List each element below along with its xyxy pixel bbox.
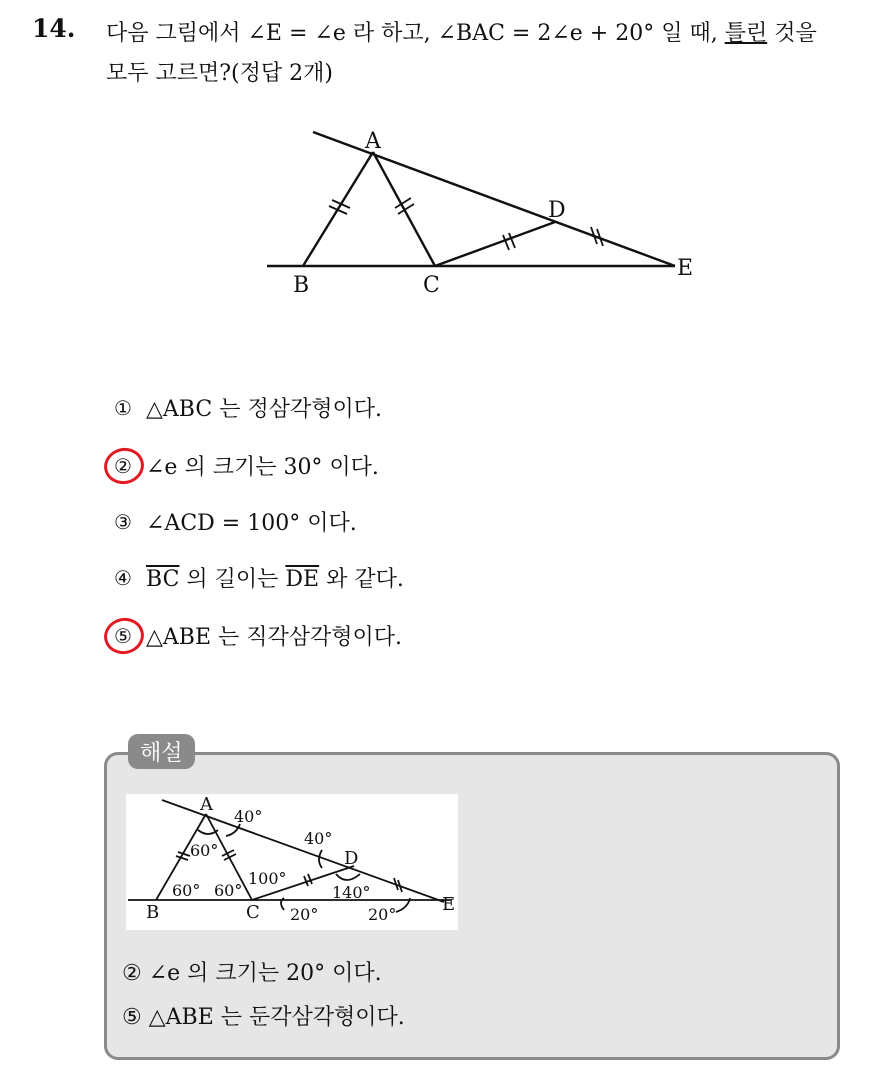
segment-de: $\overline{DE}$ — [285, 567, 320, 592]
segment-bc: $\overline{BC}$ — [146, 567, 180, 592]
angle-c-top: 100° — [248, 869, 287, 888]
question-text: 다음 그림에서 ∠E = ∠e 라 하고, ∠BAC = 2∠e + 20° 일 때, — [106, 21, 718, 46]
line-a-b — [303, 152, 373, 266]
angle-e: 20° — [368, 905, 397, 924]
svg-text:E: E — [442, 894, 456, 915]
svg-text:D: D — [344, 848, 359, 869]
label-d: D — [548, 198, 566, 223]
choice-4[interactable] — [112, 562, 404, 593]
angle-c-bottom: 20° — [290, 905, 319, 924]
line-c-d — [435, 222, 555, 266]
choice-number: ④ — [114, 565, 132, 590]
solution-tab: 해설 — [128, 734, 195, 769]
angle-d-top: 40° — [304, 829, 333, 848]
angle-a-top: 40° — [234, 807, 263, 826]
label-a: A — [365, 129, 381, 154]
question-number: 14. — [32, 14, 76, 43]
choice-3[interactable] — [112, 506, 357, 537]
choice-number: ③ — [114, 509, 132, 534]
choice-1[interactable] — [112, 392, 382, 423]
choice-5[interactable] — [112, 620, 402, 651]
choice-2[interactable] — [112, 450, 379, 481]
label-c: C — [423, 273, 440, 298]
angle-c-left: 60° — [214, 881, 243, 900]
choice-text: ∠e 의 크기는 30° 이다. — [146, 455, 379, 480]
question-text-line1 — [106, 16, 817, 47]
choice-text: △ABC 는 정삼각형이다. — [146, 397, 382, 422]
line-a-c — [373, 152, 435, 266]
solution-line-2: ⑤ △ABE 는 둔각삼각형이다. — [122, 1005, 405, 1030]
triangle-figure — [255, 122, 705, 302]
solution-line-1: ② ∠e 의 크기는 20° 이다. — [122, 961, 382, 986]
svg-text:C: C — [246, 902, 260, 923]
choice-text: ∠ACD = 100° 이다. — [146, 511, 357, 536]
angle-d-inner: 140° — [332, 883, 371, 902]
question-text-line2: 모두 고르면?(정답 2개) — [106, 61, 333, 86]
choice-number: ⑤ — [112, 624, 134, 648]
choice-number: ② — [112, 454, 134, 478]
choice-number: ① — [114, 395, 132, 420]
question-text-tail: 것을 — [767, 21, 817, 46]
svg-text:A: A — [200, 794, 213, 815]
label-e: E — [677, 256, 694, 281]
angle-a-inner: 60° — [190, 841, 219, 860]
choice-text: $\overline{BC}$ 의 길이는 $\overline{DE}$ 와 같다. — [146, 567, 404, 592]
choice-text: △ABE 는 직각삼각형이다. — [146, 625, 403, 650]
underlined-word: 틀린 — [724, 21, 768, 46]
angle-b: 60° — [172, 881, 201, 900]
label-b: B — [293, 273, 310, 298]
solution-figure — [126, 794, 458, 930]
svg-text:B: B — [146, 902, 160, 923]
